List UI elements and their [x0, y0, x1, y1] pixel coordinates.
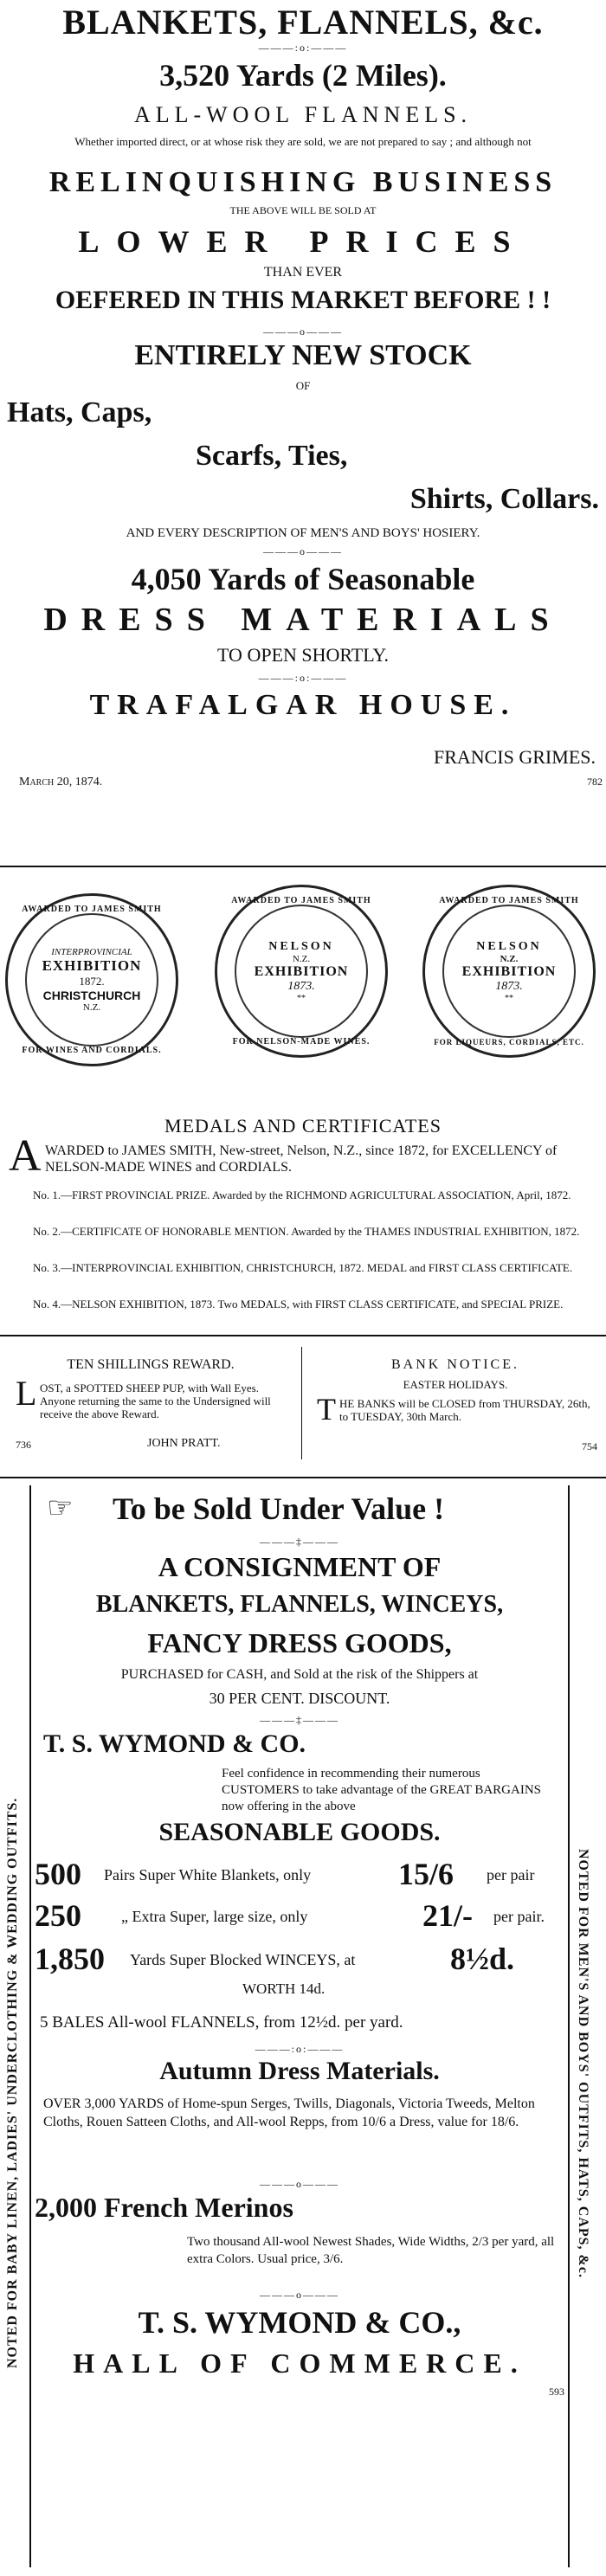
- medal-line: **: [297, 993, 306, 1003]
- row-quantity: 250: [35, 1898, 81, 1933]
- medal-line: N.Z.: [82, 1002, 101, 1013]
- row-price: 8½d.: [450, 1942, 515, 1976]
- medal-line: N.Z.: [292, 953, 311, 964]
- medal-top-text: AWARDED TO JAMES SMITH: [439, 896, 579, 905]
- row-text: Pairs Super White Blankets, only: [104, 1866, 312, 1884]
- ad1-than: THAN EVER: [263, 265, 343, 280]
- main-content: [31, 1485, 568, 2567]
- side-text-right: NOTED FOR MEN'S AND BOYS' OUTFITS, HATS, CAPS, &c.: [576, 1849, 590, 2278]
- medal-line: N.Z.: [500, 953, 519, 964]
- separator: ———:o:———: [255, 2043, 345, 2055]
- row-text: Yards Super Blocked WINCEYS, at: [130, 1951, 356, 1968]
- bank-sub: EASTER HOLIDAYS.: [403, 1378, 508, 1391]
- ad4-seasonable: SEASONABLE GOODS.: [158, 1818, 441, 1846]
- medal-line: NELSON: [268, 939, 334, 953]
- medal-christchurch: [5, 893, 178, 1066]
- reward-body: OST, a SPOTTED SHEEP PUP, with Wall Eyes. Anyone returning the same to the Undersigned will receive the above Reward.: [40, 1381, 271, 1420]
- ad4-autumn: Autumn Dress Materials.: [159, 2057, 440, 2085]
- separator: ———‡———: [260, 1714, 339, 1726]
- ad4-purchased: PURCHASED for CASH, and Sold at the risk of the Shippers at: [120, 1667, 479, 1682]
- ad1-entirely: ENTIRELY NEW STOCK: [134, 339, 472, 371]
- medal-line: NELSON: [476, 939, 542, 953]
- ad1-grimes: FRANCIS GRIMES.: [433, 746, 596, 768]
- medal-nelson-wines: [215, 885, 388, 1058]
- ad-medals: [0, 874, 606, 1311]
- separator: ———‡———: [260, 1536, 339, 1548]
- ad4-bales: 5 BALES All-wool FLANNELS, from 12½d. per yard.: [40, 2013, 403, 2032]
- ad1-dress: DRESS MATERIALS: [43, 602, 563, 638]
- bank-notice: [305, 1343, 606, 1473]
- ad4-consign: A CONSIGNMENT OF: [158, 1551, 442, 1582]
- ad1-shirts: Shirts, Collars.: [409, 483, 599, 515]
- ad4-feel: Feel confidence in recommending their numerous CUSTOMERS to take advantage of the GREAT BARGAINS now offering in the above: [222, 1767, 542, 1813]
- divider: [0, 1335, 606, 1336]
- ad4-merinos-body: Two thousand All-wool Newest Shades, Wide Widths, 2/3 per yard, all extra Colors. Usual price, 3/6.: [187, 2235, 555, 2266]
- medal-line: 1872.: [79, 975, 105, 988]
- separator: ———o———: [263, 325, 343, 338]
- medal-bottom-text: FOR LIQUEURS, CORDIALS, ETC.: [434, 1038, 584, 1046]
- ad2-item: No. 3.—INTERPROVINCIAL EXHIBITION, CHRISTCHURCH, 1872. MEDAL and FIRST CLASS CERTIFICATE.: [33, 1261, 573, 1274]
- ad4-merinos: 2,000 French Merinos: [35, 2192, 293, 2223]
- ad1-ref: 782: [587, 776, 603, 788]
- bank-title: BANK NOTICE.: [391, 1357, 519, 1372]
- ad4-discount: 30 PER CENT. DISCOUNT.: [209, 1690, 390, 1707]
- pointing-hand-icon: ☞: [47, 1491, 74, 1525]
- ad4-over: OVER 3,000 YARDS of Home-spun Serges, Twills, Diagonals, Victoria Tweeds, Melton Cloths, Rouen Satteen Cloths, and All-wool Repps, from 10/6 a Dress, value for 18/6.: [43, 2096, 535, 2129]
- medal-line: INTERPROVINCIAL: [51, 947, 132, 957]
- ad1-date: March 20, 1874.: [19, 776, 103, 789]
- reward-dropcap: L: [16, 1374, 37, 1413]
- ad1-lower: LOWER PRICES: [78, 224, 528, 259]
- ad1-scarfs: Scarfs, Ties,: [196, 440, 348, 472]
- ad1-whether: Whether imported direct, or at whose risk they are sold, we are not prepared to say ; and although not: [74, 135, 532, 148]
- ad1-offered: OEFERED IN THIS MARKET BEFORE ! !: [55, 286, 551, 314]
- row-end: per pair.: [493, 1908, 545, 1925]
- bank-body: HE BANKS will be CLOSED from THURSDAY, 26th, to TUESDAY, 30th March.: [339, 1397, 590, 1423]
- ad1-relinquishing: RELINQUISHING BUSINESS: [48, 166, 558, 198]
- row-price: 15/6: [398, 1857, 455, 1891]
- ad1-every: AND EVERY DESCRIPTION OF MEN'S AND BOYS' HOSIERY.: [126, 526, 480, 540]
- separator: ———o———: [260, 2178, 339, 2190]
- medal-line: 1873.: [495, 979, 523, 993]
- price-row: [35, 1897, 564, 1937]
- ad4-wymond: T. S. WYMOND & CO.: [43, 1729, 306, 1758]
- medal-bottom-text: FOR NELSON-MADE WINES.: [232, 1037, 371, 1046]
- bank-ref: 754: [582, 1440, 597, 1452]
- price-row: [35, 1856, 564, 1896]
- row-worth: WORTH 14d.: [242, 1980, 326, 1997]
- medal-top-text: AWARDED TO JAMES SMITH: [231, 896, 371, 905]
- reward-title: TEN SHILLINGS REWARD.: [67, 1357, 235, 1372]
- separator: ———:o:———: [258, 42, 348, 54]
- reward-ref: 736: [16, 1439, 31, 1451]
- row-quantity: 500: [35, 1857, 81, 1891]
- row-quantity: 1,850: [35, 1942, 105, 1976]
- ad-notices: [0, 1343, 606, 1473]
- medal-nelson-liqueurs: [422, 885, 596, 1058]
- ad4-blankets: BLANKETS, FLANNELS, WINCEYS,: [95, 1591, 504, 1618]
- medal-line: EXHIBITION: [42, 957, 142, 974]
- ad4-title: To be Sold Under Value !: [113, 1491, 445, 1526]
- row-price: 21/-: [422, 1898, 473, 1933]
- ad1-allwool: ALL-WOOL FLANNELS.: [133, 102, 473, 127]
- divider: [0, 1477, 606, 1478]
- ad1-trafalgar: TRAFALGAR HOUSE.: [89, 689, 517, 721]
- ad2-item: No. 2.—CERTIFICATE OF HONORABLE MENTION. Awarded by the THAMES INDUSTRIAL EXHIBITION, 1872.: [33, 1225, 580, 1238]
- bank-dropcap: T: [317, 1392, 336, 1426]
- medal-line: EXHIBITION: [254, 963, 349, 979]
- ad-blankets-flannels: [0, 0, 606, 866]
- ad4-ref: 593: [549, 2386, 564, 2398]
- ad1-yards2: 4,050 Yards of Seasonable: [131, 562, 475, 596]
- ad4-wymond-footer: T. S. WYMOND & CO.,: [138, 2305, 461, 2340]
- ad2-item: No. 4.—NELSON EXHIBITION, 1873. Two MEDALS, with FIRST CLASS CERTIFICATE, and SPECIAL PRIZE.: [33, 1298, 564, 1311]
- separator: ———o———: [263, 545, 343, 557]
- ad4-hall: HALL OF COMMERCE.: [73, 2347, 526, 2379]
- row-end: per pair: [487, 1866, 535, 1884]
- column-divider: [301, 1347, 302, 1459]
- ad1-above: THE ABOVE WILL BE SOLD AT: [229, 204, 377, 216]
- right-border: [568, 1485, 570, 2567]
- ad1-yards: 3,520 Yards (2 Miles).: [159, 58, 447, 93]
- price-row: [35, 1941, 564, 2003]
- ad2-intro: WARDED to JAMES SMITH, New-street, Nelson, N.Z., since 1872, for EXCELLENCY of NELSON-MADE WINES and CORDIALS.: [45, 1143, 558, 1175]
- separator: ———:o:———: [258, 672, 348, 684]
- medal-bottom-text: FOR WINES AND CORDIALS.: [22, 1046, 162, 1055]
- separator: ———o———: [260, 2289, 339, 2301]
- side-text-left: NOTED FOR BABY LINEN, LADIES' UNDERCLOTHING & WEDDING OUTFITS.: [5, 1797, 20, 2368]
- row-text: „ Extra Super, large size, only: [121, 1908, 308, 1925]
- ad-wymond: [0, 1485, 606, 2576]
- ad1-hats: Hats, Caps,: [7, 396, 152, 428]
- ad1-of: OF: [295, 379, 311, 392]
- medal-line: EXHIBITION: [461, 963, 557, 979]
- medal-line: 1873.: [287, 979, 315, 993]
- reward-sign: JOHN PRATT.: [147, 1437, 221, 1450]
- ad4-fancy: FANCY DRESS GOODS,: [147, 1627, 452, 1658]
- ad2-heading: MEDALS AND CERTIFICATES: [164, 1115, 442, 1137]
- ad2-item: No. 1.—FIRST PROVINCIAL PRIZE. Awarded by the RICHMOND AGRICULTURAL ASSOCIATION, April, 1872.: [33, 1188, 571, 1201]
- medal-line: CHRISTCHURCH: [42, 989, 141, 1002]
- medal-top-text: AWARDED TO JAMES SMITH: [22, 905, 162, 914]
- reward-notice: [0, 1343, 301, 1473]
- medal-line: **: [505, 993, 513, 1003]
- ad1-title: BLANKETS, FLANNELS, &c.: [62, 3, 544, 42]
- ad2-dropcap: A: [9, 1131, 42, 1181]
- ad1-open: TO OPEN SHORTLY.: [217, 644, 389, 666]
- divider: [0, 866, 606, 867]
